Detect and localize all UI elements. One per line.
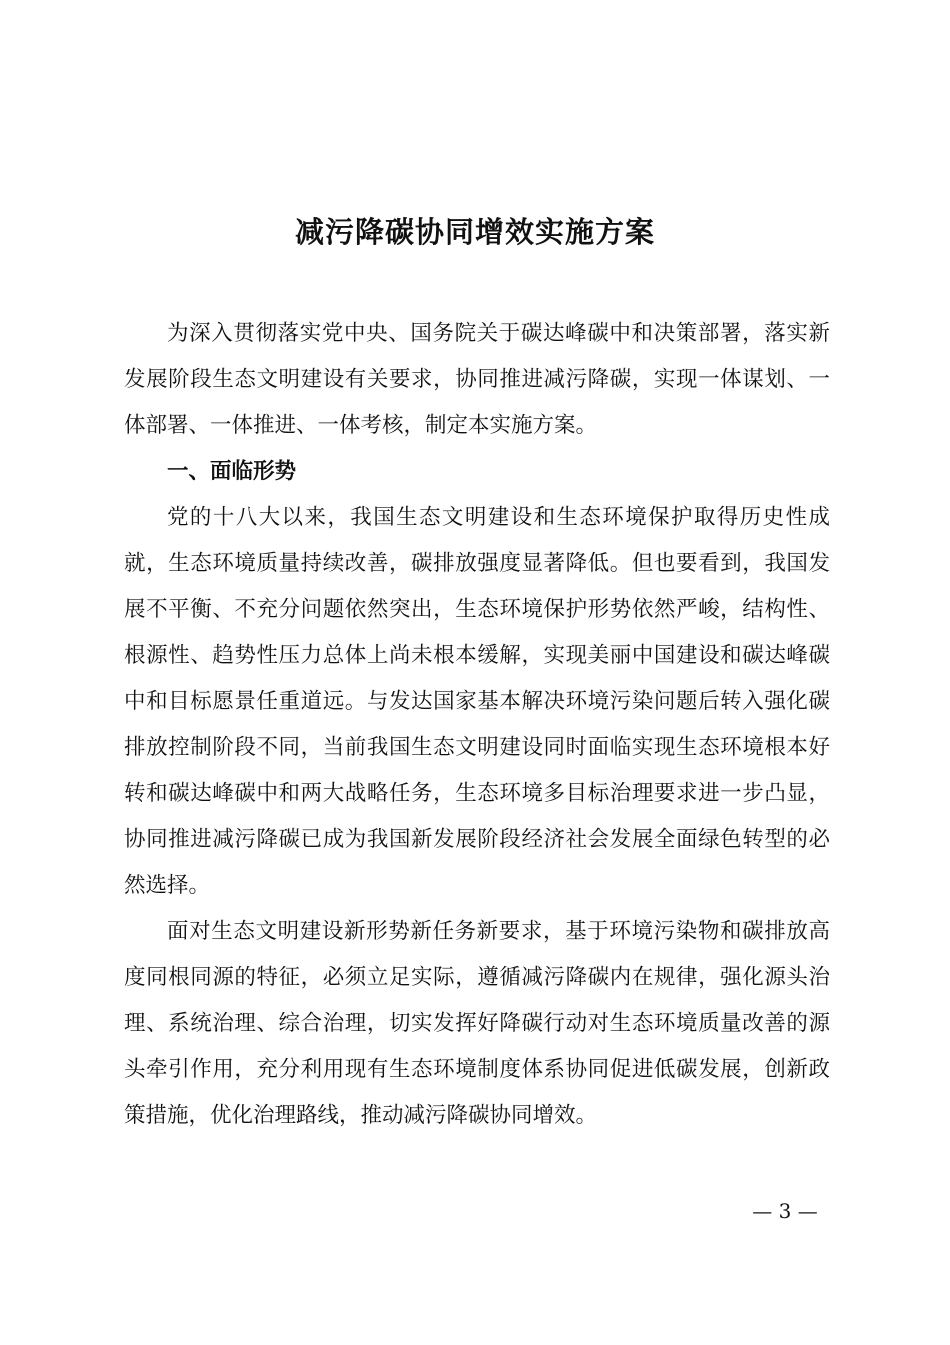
section-heading: 一、面临形势 bbox=[167, 459, 297, 484]
intro-paragraph: 为深入贯彻落实党中央、国务院关于碳达峰碳中和决策部署，落实新发展阶段生态文明建设有关要求，协同推进减污降碳，实现一体谋划、一体部署、一体推进、一体考核，制定本实施方案。 bbox=[124, 321, 830, 438]
document-title: 减污降碳协同增效实施方案 bbox=[294, 215, 655, 249]
body-paragraph: 党的十八大以来，我国生态文明建设和生态环境保护取得历史性成就，生态环境质量持续改善，碳排放强度显著降低。但也要看到，我国发展不平衡、不充分问题依然突出，生态环境保护形势依然严峻，结构性、根源性、趋势性压力总体上尚未根本缓解，实现美丽中国建设和碳达峰碳中和目标愿景任重道远。与发达国家基本解决环境污染问题后转入强化碳排放控制阶段不同，当前我国生态文明建设同时面临实现生态环境根本好转和碳达峰碳中和两大战略任务，生态环境多目标治理要求进一步凸显，协同推进减污降碳已成为我国新发展阶段经济社会发展全面绿色转型的必然选择。 bbox=[124, 505, 830, 898]
document-body bbox=[124, 311, 830, 1139]
body-paragraph: 面对生态文明建设新形势新任务新要求，基于环境污染物和碳排放高度同根同源的特征，必须立足实际，遵循减污降碳内在规律，强化源头治理、系统治理、综合治理，切实发挥好降碳行动对生态环境质量改善的源头牵引作用，充分利用现有生态环境制度体系协同促进低碳发展，创新政策措施，优化治理路线，推动减污降碳协同增效。 bbox=[124, 919, 830, 1128]
page-number: — 3 — bbox=[752, 1199, 818, 1223]
